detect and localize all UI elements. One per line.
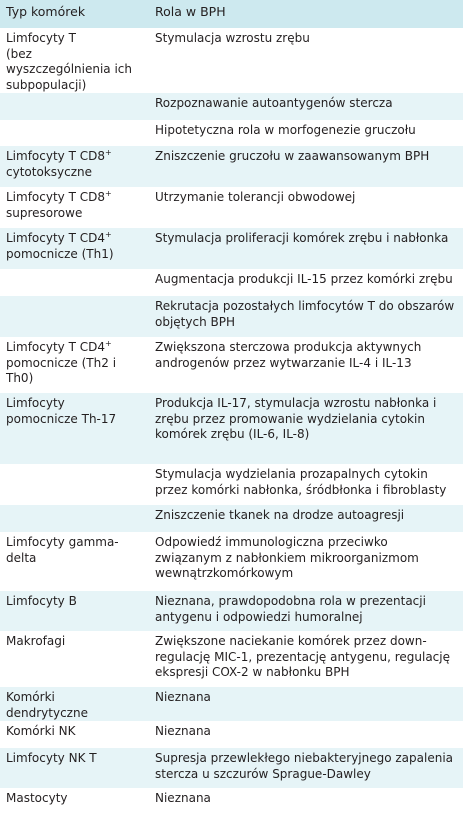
- table-row: [0, 505, 463, 532]
- table-row: [0, 721, 463, 748]
- role-cell: [146, 28, 463, 93]
- cell-type: [0, 93, 146, 120]
- role-cell: [146, 631, 463, 687]
- cell-type: [0, 748, 146, 788]
- role-text: Augmentacja produkcji IL-15 przez komórki zrębu: [155, 272, 453, 286]
- role-text: Zniszczenie tkanek na drodze autoagresji: [155, 508, 405, 522]
- role-cell: [146, 337, 463, 393]
- table-row: [0, 93, 463, 120]
- role-text: Nieznana: [155, 724, 211, 738]
- role-cell: [146, 505, 463, 532]
- cell-type: [0, 187, 146, 228]
- table-row: [0, 788, 463, 815]
- cell-type: [0, 505, 146, 532]
- role-text: Nieznana, prawdopodobna rola w prezentacji antygenu i odpowiedzi humoralnej: [155, 594, 426, 624]
- table-row: [0, 187, 463, 228]
- cell-type-text: [6, 120, 140, 123]
- role-cell: [146, 93, 463, 120]
- table-row: [0, 591, 463, 631]
- cell-type-text: Limfocyty B: [6, 594, 77, 608]
- table-row: [0, 337, 463, 393]
- table-row: [0, 748, 463, 788]
- cell-type: [0, 146, 146, 187]
- cell-type: [0, 296, 146, 337]
- cell-type: [0, 788, 146, 815]
- table-row: [0, 28, 463, 93]
- role-text: Stymulacja proliferacji komórek zrębu i nabłonka: [155, 231, 449, 245]
- role-text: Rekrutacja pozostałych limfocytów T do obszarów objętych BPH: [155, 299, 455, 329]
- cell-type-text: Limfocyty T CD4+ pomocnicze (Th1): [6, 230, 114, 261]
- cell-type-text: [6, 269, 140, 272]
- header-cell-type: Typ komórek: [0, 0, 146, 28]
- role-cell: [146, 721, 463, 748]
- cell-type-text: Komórki NK: [6, 724, 76, 738]
- role-cell: [146, 269, 463, 296]
- cell-type: [0, 228, 146, 269]
- role-text: Zwiększona sterczowa produkcja aktywnych androgenów przez wytwarzanie IL-4 i IL-13: [155, 340, 422, 370]
- table-row: [0, 532, 463, 591]
- cell-type-text: [6, 464, 140, 467]
- role-text: Hipotetyczna rola w morfogenezie gruczołu: [155, 123, 416, 137]
- role-cell: [146, 591, 463, 631]
- role-cell: [146, 748, 463, 788]
- cell-type: [0, 721, 146, 748]
- cell-type-text: Limfocyty pomocnicze Th-17: [6, 396, 117, 426]
- role-text: Supresja przewlekłego niebakteryjnego zapalenia stercza u szczurów Sprague-Dawley: [155, 751, 454, 781]
- cell-type-text: Mastocyty: [6, 791, 68, 805]
- cell-type: [0, 464, 146, 505]
- cell-type: [0, 269, 146, 296]
- cell-type-text: Komórki dendrytyczne: [6, 690, 88, 720]
- cell-type-text: [6, 296, 140, 299]
- role-text: Stymulacja wzrostu zrębu: [155, 31, 310, 45]
- role-cell: [146, 687, 463, 721]
- cell-type-text: [6, 505, 140, 508]
- table-header-row: [0, 0, 463, 28]
- role-cell: [146, 532, 463, 591]
- role-text: Stymulacja wydzielania prozapalnych cytokin przez komórki nabłonka, śródbłonka i fibroblasty: [155, 467, 447, 497]
- cell-type: [0, 687, 146, 721]
- table-body: [0, 28, 463, 815]
- role-cell: [146, 296, 463, 337]
- table-row: [0, 120, 463, 146]
- cell-type-text: Makrofagi: [6, 634, 66, 648]
- role-cell: [146, 393, 463, 464]
- role-text: Nieznana: [155, 791, 211, 805]
- role-cell: [146, 464, 463, 505]
- table-row: [0, 464, 463, 505]
- table-row: [0, 146, 463, 187]
- cell-type-text: Limfocyty NK T: [6, 751, 97, 765]
- table-row: [0, 393, 463, 464]
- table-row: [0, 269, 463, 296]
- role-cell: [146, 146, 463, 187]
- role-text: Nieznana: [155, 690, 211, 704]
- cell-type: [0, 393, 146, 464]
- cell-type: [0, 591, 146, 631]
- role-text: Zwiększone naciekanie komórek przez down-regulację MIC-1, prezentację antygenu, regulację ekspresji COX-2 w nabłonku BPH: [155, 634, 450, 679]
- cell-type: [0, 532, 146, 591]
- role-text: Zniszczenie gruczołu w zaawansowanym BPH: [155, 149, 430, 163]
- role-cell: [146, 788, 463, 815]
- cell-type-text: Limfocyty T CD4+ pomocnicze (Th2 i Th0): [6, 339, 117, 385]
- header-role: Rola w BPH: [146, 0, 463, 28]
- cell-type-text: [6, 93, 140, 96]
- cell-type: [0, 28, 146, 93]
- table-row: [0, 296, 463, 337]
- cell-type-text: Limfocyty T CD8+ supresorowe: [6, 189, 112, 220]
- table-row: [0, 228, 463, 269]
- table-row: [0, 631, 463, 687]
- role-cell: [146, 187, 463, 228]
- role-cell: [146, 120, 463, 146]
- cell-type-text: Limfocyty gamma-delta: [6, 535, 119, 565]
- role-cell: [146, 228, 463, 269]
- cell-type-text: Limfocyty T CD8+ cytotoksyczne: [6, 148, 112, 179]
- cell-type: [0, 120, 146, 146]
- cell-type: [0, 631, 146, 687]
- role-text: Utrzymanie tolerancji obwodowej: [155, 190, 356, 204]
- cell-type-text: Limfocyty T (bez wyszczególnienia ich subpopulacji): [6, 31, 133, 92]
- table-row: [0, 687, 463, 721]
- role-text: Odpowiedź immunologiczna przeciwko związanym z nabłonkiem mikroorganizmom wewnątrzkomórkowym: [155, 535, 419, 580]
- cell-type: [0, 337, 146, 393]
- role-text: Rozpoznawanie autoantygenów stercza: [155, 96, 393, 110]
- role-text: Produkcja IL-17, stymulacja wzrostu nabłonka i zrębu przez promowanie wydzielania cytokin komórek zrębu (IL-6, IL-8): [155, 396, 437, 441]
